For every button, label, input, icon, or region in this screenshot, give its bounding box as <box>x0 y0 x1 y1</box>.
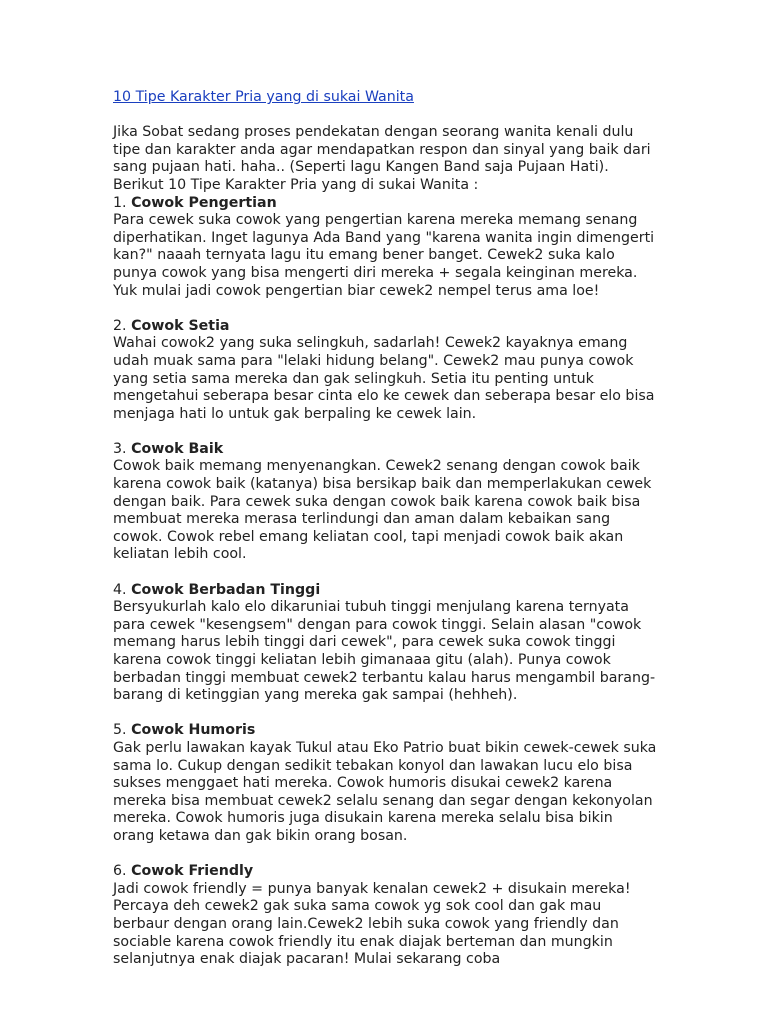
section-6 <box>113 863 658 969</box>
section-heading <box>113 582 658 600</box>
section-number: 2. <box>113 317 127 334</box>
section-number: 5. <box>113 722 127 739</box>
section-text: Cowok baik memang menyenangkan. Cewek2 senang dengan cowok baik karena cowok baik (katanya) bisa bersikap baik dan memperlakukan cewek dengan baik. Para cewek suka dengan cowok baik karena cowok baik bisa membuat mereka merasa terlindungi dan aman dalam kebaikan sang cowok. Cowok rebel emang keliatan cool, tapi menjadi cowok baik akan keliatan lebih cool. <box>113 458 652 563</box>
section-5 <box>113 722 658 845</box>
section-text: Gak perlu lawakan kayak Tukul atau Eko Patrio buat bikin cewek-cewek suka sama lo. Cukup dengan sedikit tebakan konyol dan lawakan lucu elo bisa sukses menggaet hati mereka. Cowok humoris disukai cewek2 karena mereka bisa membuat cewek2 selalu senang dan segar dengan kekonyolan mereka. Cowok humoris juga disukain karena mereka selalu bisa bikin orang ketawa dan gak bikin orang bosan. <box>113 739 657 844</box>
section-text: Jadi cowok friendly = punya banyak kenalan cewek2 + disukain mereka! Percaya deh cewek2 gak suka sama cowok yg sok cool dan gak mau berbaur dengan orang lain.Cewek2 lebih suka cowok yang friendly dan sociable karena cowok friendly itu enak diajak berteman dan mungkin selanjutnya enak diajak pacaran! Mulai sekarang coba <box>113 880 631 968</box>
section-text: Wahai cowok2 yang suka selingkuh, sadarlah! Cewek2 kayaknya emang udah muak sama para "lelaki hidung belang". Cewek2 mau punya cowok yang setia sama mereka dan gak selingkuh. Setia itu penting untuk mengetahui seberapa besar cinta elo ke cewek dan seberapa besar elo bisa menjaga hati lo untuk gak berpaling ke cewek lain. <box>113 335 655 422</box>
intro-paragraph: Jika Sobat sedang proses pendekatan dengan seorang wanita kenali dulu tipe dan karakter anda agar mendapatkan respon dan sinyal yang baik dari sang pujaan hati. haha.. (Seperti lagu Kangen Band saja Pujaan Hati). Berikut 10 Tipe Karakter Pria yang di sukai Wanita : <box>113 124 651 193</box>
section-number: 4. <box>113 581 127 598</box>
section-heading <box>113 318 658 336</box>
section-3 <box>113 441 658 564</box>
section-1 <box>113 195 658 301</box>
section-number: 1. <box>113 194 127 211</box>
section-title: Cowok Friendly <box>131 863 254 880</box>
document-page <box>113 89 658 986</box>
section-text: Para cewek suka cowok yang pengertian karena mereka memang senang diperhatikan. Inget lagunya Ada Band yang "karena wanita ingin dimengerti kan?" naaah ternyata lagu itu emang bener banget. Cewek2 suka kalo punya cowok yang bisa mengerti diri mereka + segala keinginan mereka. Yuk mulai jadi cowok pengertian biar cewek2 nempel terus ama loe! <box>113 212 655 299</box>
section-heading <box>113 195 658 213</box>
section-title: Cowok Pengertian <box>131 194 277 211</box>
section-heading <box>113 441 658 459</box>
section-text: Bersyukurlah kalo elo dikaruniai tubuh tinggi menjulang karena ternyata para cewek "kesengsem" dengan para cowok tinggi. Selain alasan "cowok memang harus lebih tinggi dari cewek", para cewek suka cowok tinggi karena cowok tinggi keliatan lebih gimanaaa gitu (alah). Punya cowok berbadan tinggi membuat cewek2 terbantu kalau harus mengambil barang-barang di ketinggian yang mereka gak sampai (hehheh). <box>113 599 656 704</box>
section-title: Cowok Setia <box>131 317 230 334</box>
article-title-link[interactable]: 10 Tipe Karakter Pria yang di sukai Wanita <box>113 89 414 105</box>
section-number: 6. <box>113 863 127 880</box>
section-2 <box>113 318 658 424</box>
section-heading <box>113 722 658 740</box>
section-title: Cowok Humoris <box>131 722 256 739</box>
section-number: 3. <box>113 440 127 457</box>
section-title: Cowok Baik <box>131 440 224 457</box>
section-title: Cowok Berbadan Tinggi <box>131 581 321 598</box>
section-4 <box>113 582 658 705</box>
section-heading <box>113 863 658 881</box>
